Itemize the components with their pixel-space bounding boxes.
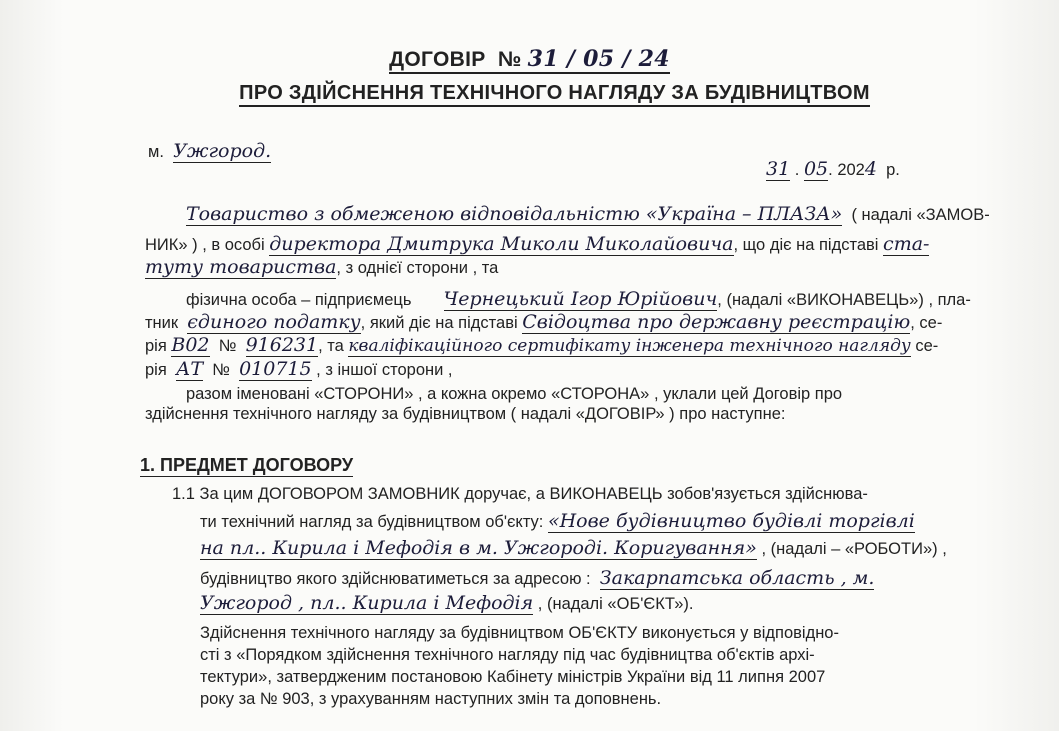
certificate-text: Свідоцтва про державну реєстрацію (522, 311, 911, 333)
line6-c: се- (915, 337, 939, 355)
line6-no: № (218, 337, 237, 355)
clause1-text: 1.1 За цим ДОГОВОРОМ ЗАМОВНИК доручає, а ВИКОНАВЕЦЬ зобов'язується здійснюва- (172, 485, 868, 503)
clause5-tail: , (надалі «ОБ'ЄКТ»). (533, 595, 694, 613)
clause-line-9 (200, 690, 661, 709)
line4-tail: , (надалі «ВИКОНАВЕЦЬ») , пла- (717, 291, 971, 309)
clause-line-5 (200, 592, 694, 614)
number-2: 010715 (239, 358, 312, 380)
paragraph-line-6 (145, 334, 938, 356)
clause-line-1 (172, 485, 868, 504)
number-1: 916231 (245, 334, 319, 356)
clause8: тектури», затвердженим постановою Кабінету міністрів України від 11 липня 2007 (200, 668, 826, 686)
line6-b: , та (318, 337, 344, 355)
date-day: 31 (766, 158, 791, 180)
paragraph-line-4 (186, 288, 971, 310)
city-prefix: м. (148, 143, 164, 161)
clause2-a: ти технічний нагляд за будівництвом об'єкту: (200, 513, 544, 531)
paragraph-line-9 (145, 405, 785, 424)
section-heading: 1. ПРЕДМЕТ ДОГОВОРУ (140, 455, 354, 475)
date-year-prefix: 202 (837, 161, 865, 179)
contract-title (0, 46, 1059, 72)
title-text: ДОГОВІР (389, 48, 486, 71)
single-tax-text: єдиного податку (187, 311, 361, 333)
clause-line-3 (200, 537, 947, 559)
date-line: 31 . 05. 2024 р. (766, 158, 900, 180)
clause4-a: будівництво якого здійснюватиметься за адресою : (200, 570, 591, 588)
line7-tail: , з іншої сторони , (311, 361, 453, 379)
qualification-text: кваліфікаційного сертифікату інженера технічного нагляду (348, 336, 911, 356)
line7-a: рія (145, 361, 167, 379)
line9: здійснення технічного нагляду за будівництвом ( надалі «ДОГОВІР» ) про наступне: (145, 405, 786, 423)
clause6: Здійснення технічного нагляду за будівництвом ОБ'ЄКТУ виконується у відповідно- (200, 624, 839, 642)
line8: разом іменовані «СТОРОНИ» , а кожна окремо «СТОРОНА» , уклали цей Договір про (186, 385, 843, 403)
date-year-digit: 4 (864, 158, 877, 180)
customer-name: Товариство з обмеженою відповідальністю «Україна – ПЛАЗА» (186, 203, 843, 225)
line4-a: фізична особа – підприємець (186, 291, 412, 309)
line7-no: № (212, 361, 230, 379)
line5-c: , се- (910, 314, 943, 332)
paragraph-line-7 (145, 358, 453, 380)
contract-number: 31 / 05 / 24 (527, 46, 670, 72)
city-name: Ужгород. (173, 140, 272, 162)
clause-line-8 (200, 668, 825, 687)
clause-line-7 (200, 646, 815, 665)
paragraph-line-5 (145, 311, 942, 333)
clause3-tail: , (надалі – «РОБОТИ») , (756, 540, 947, 558)
clause-line-4 (200, 567, 874, 589)
paragraph-line-1 (186, 203, 990, 225)
city-line (148, 140, 271, 162)
object-name-2: на пл.. Кирила і Мефодія в м. Ужгороді. Коригування» (200, 537, 757, 559)
date-suffix: р. (886, 161, 900, 179)
line6-a: рія (145, 337, 167, 355)
series-2: АТ (175, 358, 204, 380)
clause9: року за № 903, з урахуванням наступних змін та доповнень. (200, 690, 662, 708)
charter-text: туту товариства (145, 256, 337, 278)
series-1: В02 (171, 334, 210, 356)
line2-b: , що діє на підставі (733, 236, 879, 254)
paragraph-line-8 (186, 385, 842, 404)
line5-a: тник (145, 314, 179, 332)
line3-tail: , з однієї сторони , та (336, 259, 499, 277)
director-name: директора Дмитрука Миколи Миколайовича (269, 233, 734, 255)
contractor-name: Чернецький Ігор Юрійович (443, 288, 718, 310)
line2-a: НИК» ) , в особі (145, 236, 265, 254)
paragraph-line-3 (145, 256, 498, 278)
address-2: Ужгород , пл.. Кирила і Мефодія (200, 592, 534, 614)
line5-b: , який діє на підставі (360, 314, 518, 332)
date-month: 05 (803, 158, 829, 180)
clause-line-6 (200, 624, 839, 643)
paragraph-line-2 (145, 233, 929, 255)
clause-line-2 (200, 510, 915, 532)
number-sign: № (497, 48, 522, 71)
clause7: сті з «Порядком здійснення технічного нагляду під час будівництва об'єктів архі- (200, 646, 815, 664)
line1-tail: ( надалі «ЗАМОВ- (851, 206, 990, 224)
line2-hw2: ста- (883, 233, 930, 255)
contract-subtitle (25, 82, 1059, 105)
object-name-1: «Нове будівництво будівлі торгівлі (547, 510, 915, 532)
subtitle-text: ПРО ЗДІЙСНЕННЯ ТЕХНІЧНОГО НАГЛЯДУ ЗА БУДІВНИЦТВОМ (239, 82, 870, 107)
address-1: Закарпатська область , м. (599, 567, 875, 589)
